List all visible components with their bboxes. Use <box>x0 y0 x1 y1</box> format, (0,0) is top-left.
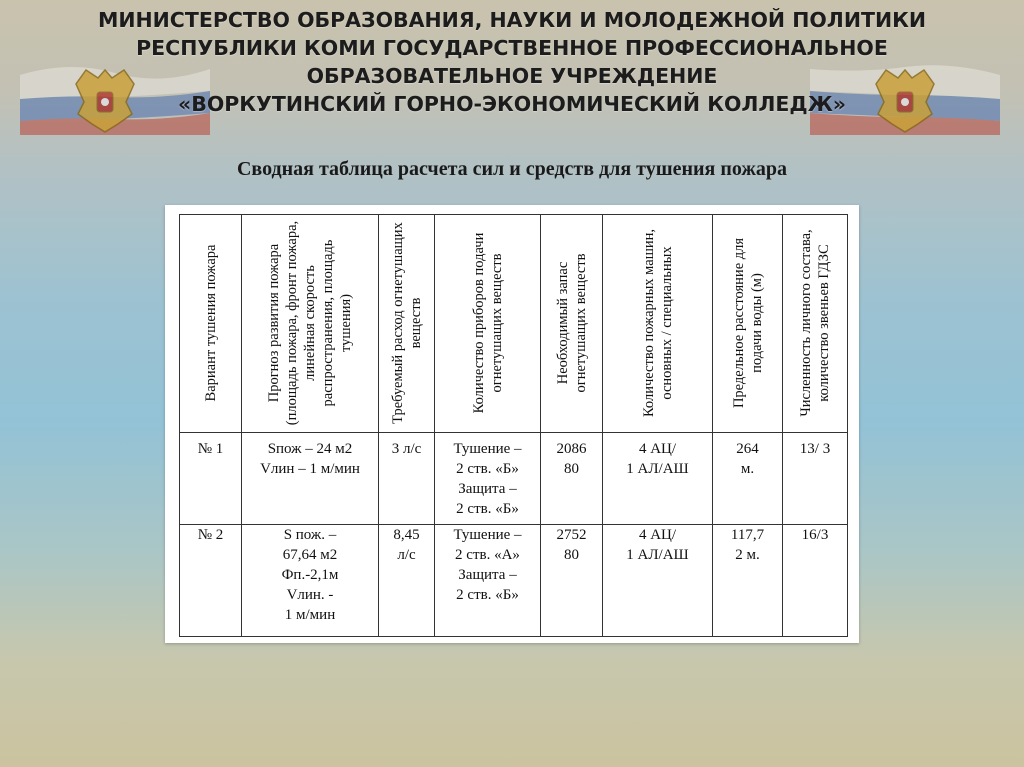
devices-cell: Тушение – 2 ств. «Б» Защита – 2 ств. «Б» <box>435 432 541 524</box>
forecast-cell: S пож. – 67,64 м2 Фп.-2,1м Vлин. - 1 м/мин <box>242 524 379 636</box>
column-header: Требуемый расход огнетушащих веществ <box>379 215 435 433</box>
machines-cell: 4 АЦ/ 1 АЛ/АШ <box>603 432 713 524</box>
header-row <box>180 215 848 433</box>
slide-header <box>0 0 1024 140</box>
table-row <box>180 524 848 636</box>
reserve-cell: 2086 80 <box>541 432 603 524</box>
distance-cell: 264 м. <box>713 432 783 524</box>
table-image <box>165 205 859 643</box>
reserve-cell: 2752 80 <box>541 524 603 636</box>
table-caption: Сводная таблица расчета сил и средств для тушения пожара <box>236 158 788 180</box>
flow-cell: 3 л/с <box>379 432 435 524</box>
title-line: ОБРАЗОВАТЕЛЬНОЕ УЧРЕЖДЕНИЕ <box>306 64 718 88</box>
column-header: Необходимый запас огнетушащих веществ <box>541 215 603 433</box>
flow-cell: 8,45 л/с <box>379 524 435 636</box>
devices-cell: Тушение – 2 ств. «А» Защита – 2 ств. «Б» <box>435 524 541 636</box>
title-line: РЕСПУБЛИКИ КОМИ ГОСУДАРСТВЕННОЕ ПРОФЕССИОНАЛЬНОЕ <box>136 36 888 60</box>
variant-cell: № 1 <box>180 432 242 524</box>
institution-title <box>90 6 934 118</box>
column-header: Предельное расстояние для подачи воды (м) <box>713 215 783 433</box>
table-row <box>180 432 848 524</box>
personnel-cell: 16/3 <box>783 524 848 636</box>
machines-cell: 4 АЦ/ 1 АЛ/АШ <box>603 524 713 636</box>
title-line: «ВОРКУТИНСКИЙ ГОРНО-ЭКОНОМИЧЕСКИЙ КОЛЛЕДЖ» <box>177 92 847 116</box>
column-header: Прогноз развития пожара (площадь пожара, фронт пожара, линейная скорость распространения, площадь тушения) <box>242 215 379 433</box>
fire-calculation-table <box>179 214 848 637</box>
column-header: Вариант тушения пожара <box>180 215 242 433</box>
column-header: Численность личного состава, количество звеньев ГДЗС <box>783 215 848 433</box>
column-header: Количество приборов подачи огнетушащих веществ <box>435 215 541 433</box>
column-header: Количество пожарных машин, основных / специальных <box>603 215 713 433</box>
forecast-cell: Sпож – 24 м2 Vлин – 1 м/мин <box>242 432 379 524</box>
distance-cell: 117,7 2 м. <box>713 524 783 636</box>
variant-cell: № 2 <box>180 524 242 636</box>
title-line: МИНИСТЕРСТВО ОБРАЗОВАНИЯ, НАУКИ И МОЛОДЕЖНОЙ ПОЛИТИКИ <box>97 8 927 32</box>
personnel-cell: 13/ 3 <box>783 432 848 524</box>
